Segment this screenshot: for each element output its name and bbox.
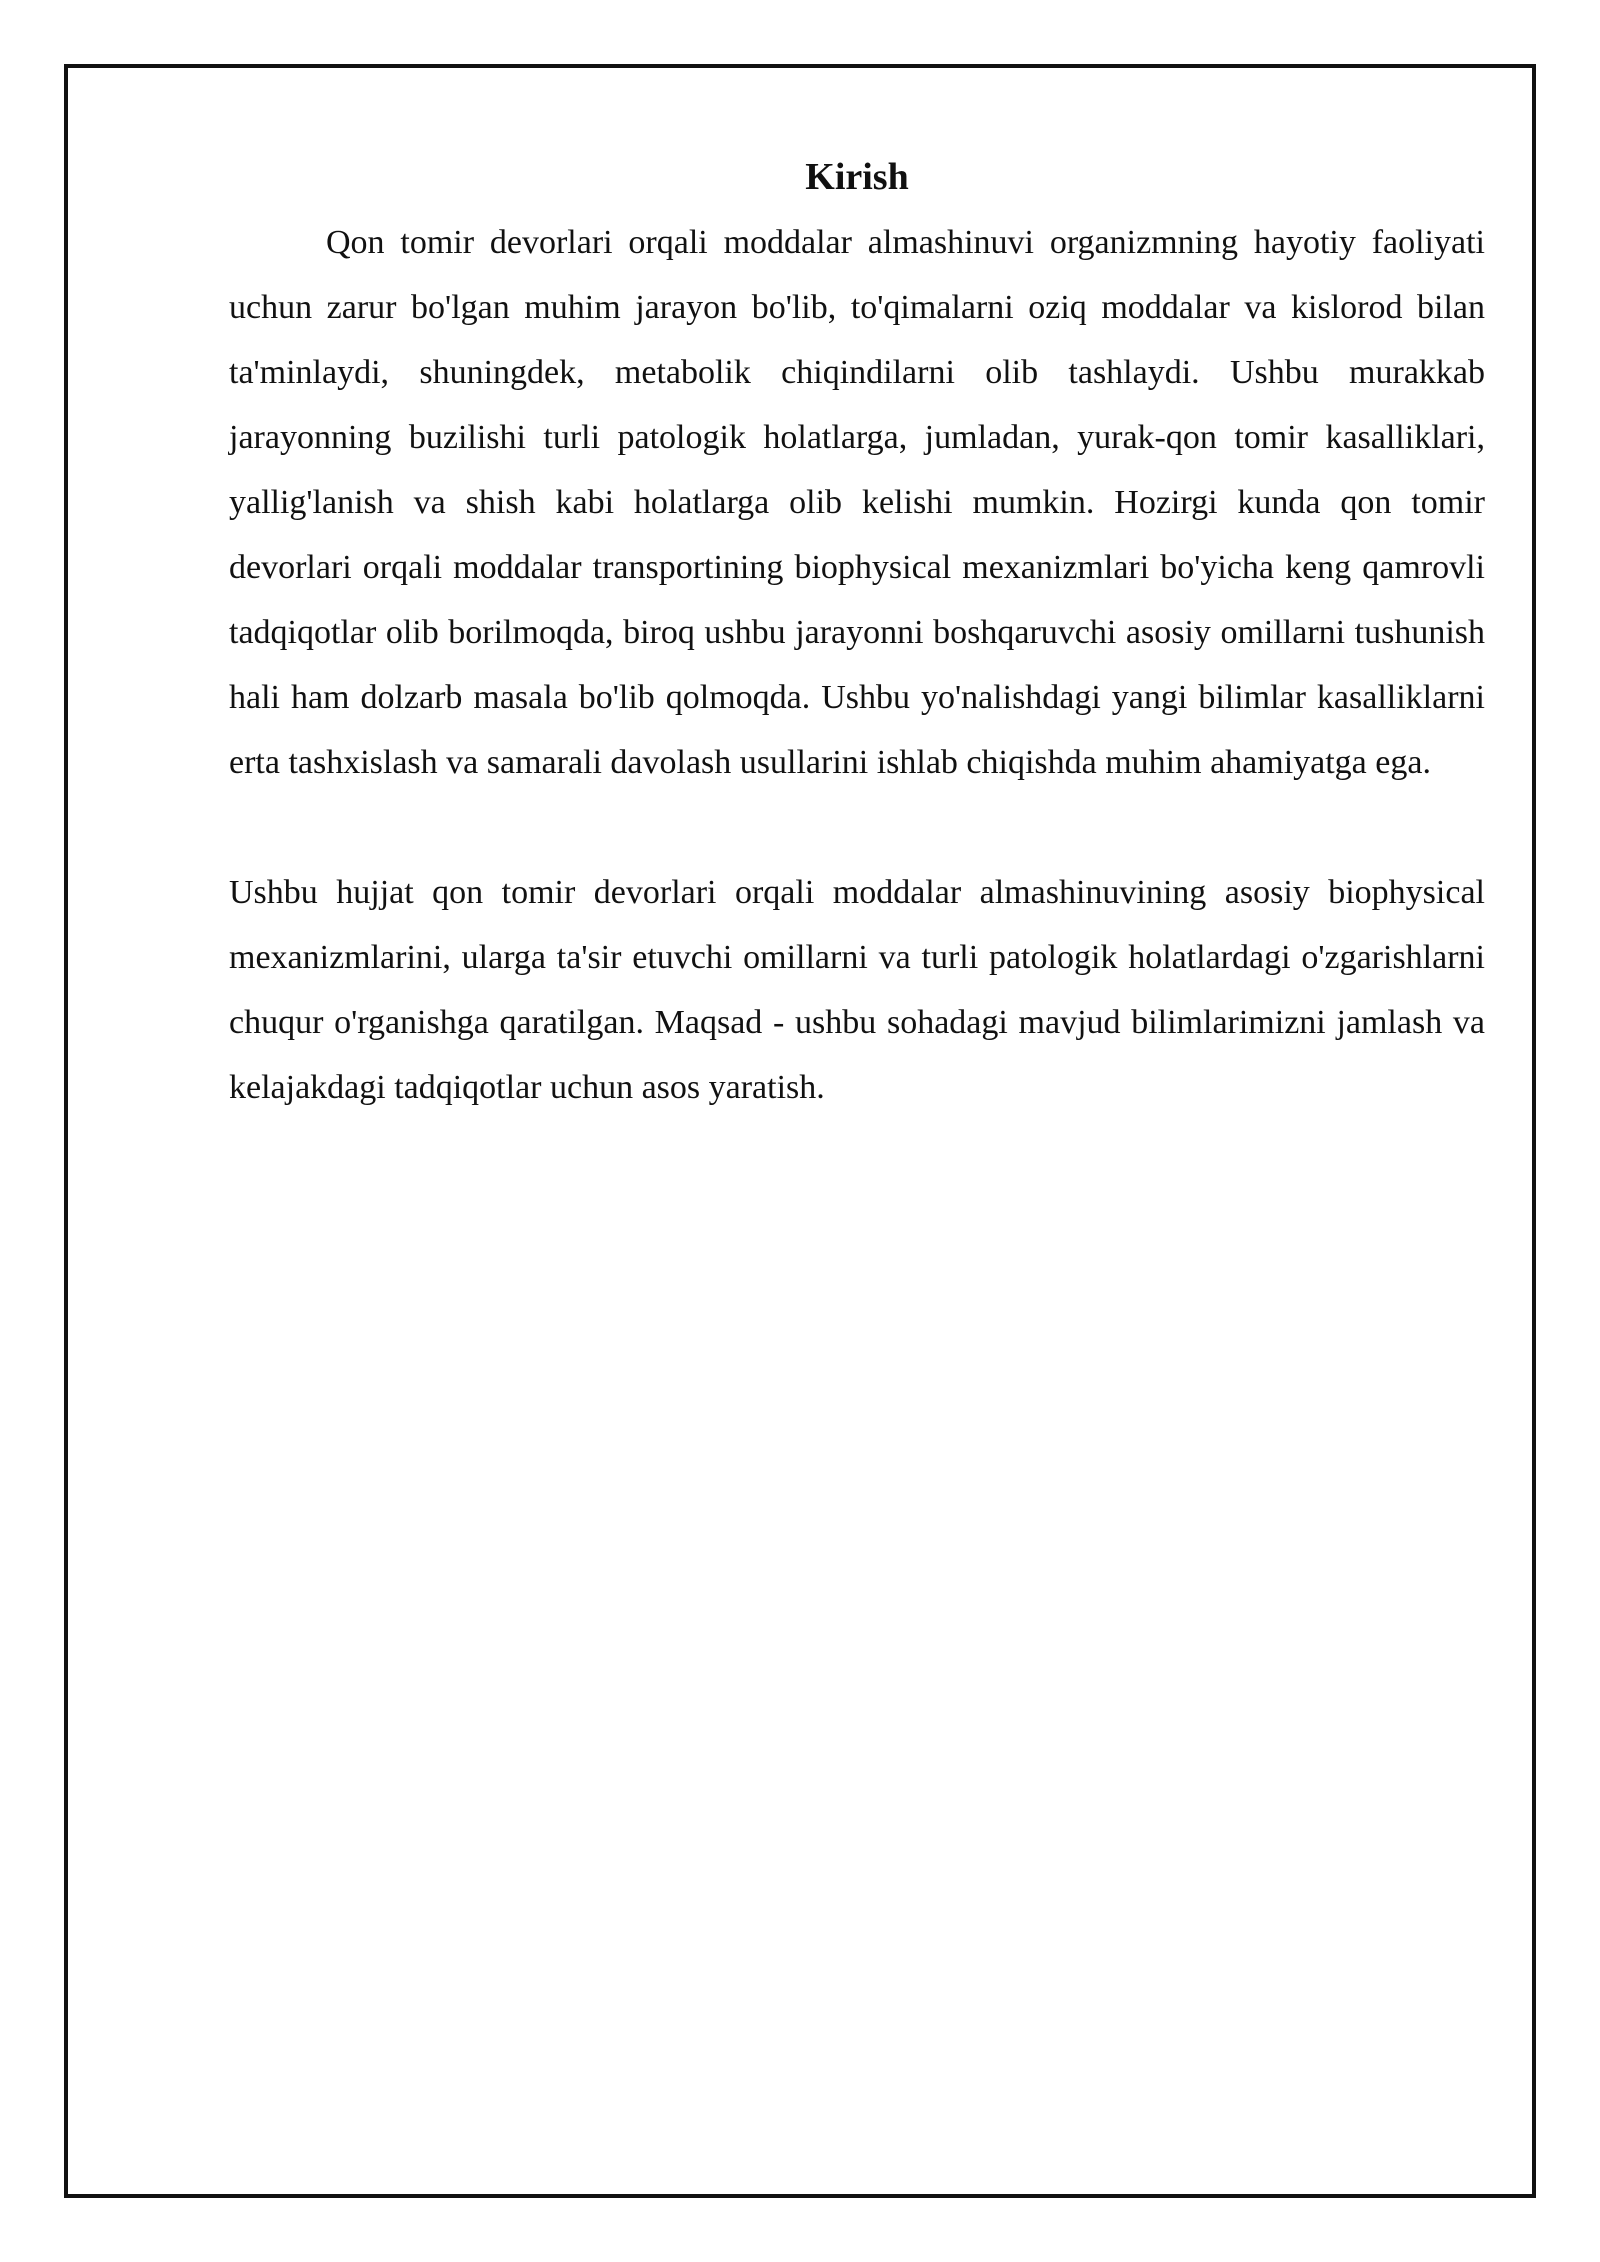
page-title: Kirish <box>805 156 909 198</box>
paragraph-purpose: Ushbu hujjat qon tomir devorlari orqali moddalar almashinuvining asosiy biophysical mexanizmlarini, ularga ta'sir etuvchi omillarni va turli patologik holatlardagi o'zgarishlarni chuqur o'rganishga qaratilgan. Maqsad - ushbu sohadagi mavjud bilimlarimizni jamlash va kelajakdagi tadqiqotlar uchun asos yaratish. <box>229 874 1485 1106</box>
document-body <box>229 148 1485 1120</box>
paragraph-intro: Qon tomir devorlari orqali moddalar almashinuvi organizmning hayotiy faoliyati uchun zarur bo'lgan muhim jarayon bo'lib, to'qimalarni oziq moddalar va kislorod bilan ta'minlaydi, shuningdek, metabolik chiqindilarni olib tashlaydi. Ushbu murakkab jarayonning buzilishi turli patologik holatlarga, jumladan, yurak-qon tomir kasalliklari, yallig'lanish va shish kabi holatlarga olib kelishi mumkin. Hozirgi kunda qon tomir devorlari orqali moddalar transportining biophysical mexanizmlari bo'yicha keng qamrovli tadqiqotlar olib borilmoqda, biroq ushbu jarayonni boshqaruvchi asosiy omillarni tushunish hali ham dolzarb masala bo'lib qolmoqda. Ushbu yo'nalishdagi yangi bilimlar kasalliklarni erta tashxislash va samarali davolash usullarini ishlab chiqishda muhim ahamiyatga ega. <box>229 224 1485 781</box>
